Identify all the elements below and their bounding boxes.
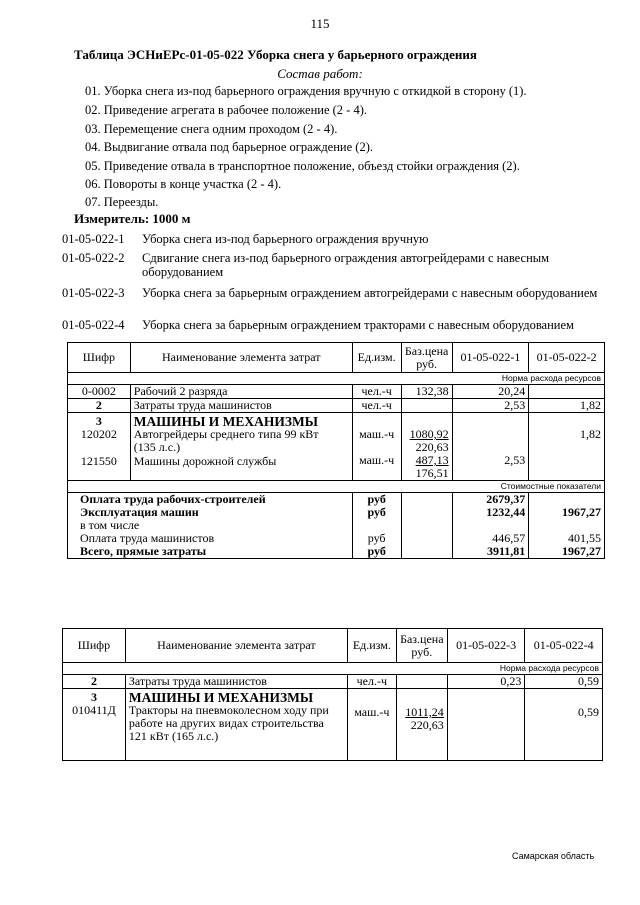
col-header-code: Шифр: [63, 629, 126, 663]
col-header-price: Баз.цена руб.: [396, 629, 447, 663]
norm-label: Норма расхода ресурсов: [68, 373, 605, 385]
machine-code: 121550: [80, 454, 117, 468]
cell-price: [396, 675, 447, 689]
cell-c1: [452, 413, 529, 481]
footer-region: Самарская область: [512, 851, 595, 861]
summary-c2: 401,55: [529, 532, 605, 545]
summary-c2: 1967,27: [529, 506, 605, 519]
cell-name: [125, 689, 347, 761]
work-item: 02. Приведение агрегата в рабочее положение (2 - 4).: [85, 103, 368, 117]
norm-label: Норма расхода ресурсов: [63, 663, 603, 675]
resource-table-1: [67, 342, 605, 559]
summary-unit: руб: [352, 506, 401, 519]
col-header-c1: 01-05-022-3: [447, 629, 525, 663]
cell-price: 132,38: [401, 385, 452, 399]
code-desc: Уборка снега за барьерным ограждением автогрейдерами с навесным оборудованием: [142, 286, 598, 300]
summary-c1: 446,57: [452, 532, 529, 545]
group-name: МАШИНЫ И МЕХАНИЗМЫ: [133, 414, 318, 429]
summary-unit: руб: [352, 493, 401, 507]
col-header-unit: Ед.изм.: [347, 629, 396, 663]
cell-c1: 2,53: [452, 399, 529, 413]
cell-name: Затраты труда машинистов: [130, 399, 352, 413]
col-header-unit: Ед.изм.: [352, 343, 401, 373]
summary-unit: руб: [352, 545, 401, 559]
work-item: 07. Переезды.: [85, 195, 159, 209]
machine-code: 120202: [80, 427, 117, 441]
summary-row: [68, 493, 605, 507]
cell-c2: [525, 689, 603, 761]
col-header-c2: 01-05-022-4: [525, 629, 603, 663]
summary-c1: 1232,44: [452, 506, 529, 519]
group-name: МАШИНЫ И МЕХАНИЗМЫ: [128, 690, 314, 705]
works-subtitle: Состав работ:: [277, 66, 363, 81]
work-item: 03. Перемещение снега одним проходом (2 - 4).: [85, 122, 338, 136]
summary-row: [68, 545, 605, 559]
table-title: Таблица ЭСНиЕРс-01-05-022 Уборка снега у барьерного ограждения: [74, 47, 477, 62]
work-item: 01. Уборка снега из-под барьерного ограждения вручную с откидкой в сторону (1).: [85, 84, 527, 98]
table-row: [63, 675, 603, 689]
summary-unit: руб: [352, 532, 401, 545]
cell-price: [401, 519, 452, 532]
summary-name: Оплата труда рабочих-строителей: [68, 493, 353, 507]
cell-price: [396, 689, 447, 761]
cell-price: [401, 493, 452, 507]
work-item: 05. Приведение отвала в транспортное положение, объезд стойки ограждения (2).: [85, 159, 520, 173]
summary-name: Оплата труда машинистов: [68, 532, 353, 545]
cell-name: Затраты труда машинистов: [125, 675, 347, 689]
work-item: 04. Выдвигание отвала под барьерное ограждение (2).: [85, 140, 373, 154]
cell-price: [401, 413, 452, 481]
cell-c2: 1,82: [529, 399, 605, 413]
cell-unit: чел.-ч: [347, 675, 396, 689]
code-id: 01-05-022-1: [62, 232, 125, 246]
machine-unit: маш.-ч: [359, 453, 395, 467]
table-row: [63, 689, 603, 761]
machine-unit: маш.-ч: [359, 427, 395, 441]
value: 0,59: [578, 705, 599, 719]
cell-c1: 20,24: [452, 385, 529, 399]
col-header-price: Баз.цена руб.: [401, 343, 452, 373]
col-header-name: Наименование элемента затрат: [130, 343, 352, 373]
measure-unit: Измеритель: 1000 м: [74, 211, 191, 226]
cell-unit: чел.-ч: [352, 385, 401, 399]
col-header-c1: 01-05-022-1: [452, 343, 529, 373]
machine-unit: маш.-ч: [354, 705, 390, 719]
page-number: 115: [310, 16, 330, 31]
cell-code: 2: [63, 675, 126, 689]
cell-price: [401, 545, 452, 559]
price-main: 1011,24: [405, 705, 444, 719]
cell-unit: [347, 689, 396, 761]
cell-c2: [529, 413, 605, 481]
summary-name: Всего, прямые затраты: [68, 545, 353, 559]
col-header-name: Наименование элемента затрат: [125, 629, 347, 663]
summary-c1: 3911,81: [452, 545, 529, 559]
code-desc: Сдвигание снега из-под барьерного ограждения автогрейдерами с навесным оборудованием: [142, 251, 550, 279]
machine-name: Автогрейдеры среднего типа 99 кВт (135 л.с.): [133, 427, 319, 454]
group-code: 3: [95, 414, 102, 428]
col-header-code: Шифр: [68, 343, 131, 373]
summary-c1: 2679,37: [452, 493, 529, 507]
code-desc: Уборка снега за барьерным ограждением тракторами с навесным оборудованием: [142, 318, 574, 332]
cost-label: Стоимостные показатели: [68, 481, 605, 493]
summary-name: в том числе: [68, 519, 353, 532]
cell-c2: 0,59: [525, 675, 603, 689]
cell-code: [68, 413, 131, 481]
cell-c1: 0,23: [447, 675, 525, 689]
table-row: [68, 413, 605, 481]
price-wage: 176,51: [415, 466, 449, 480]
value: 2,53: [504, 453, 526, 467]
table-row: [68, 385, 605, 399]
machine-code: 010411Д: [72, 703, 116, 717]
cell-code: 0-0002: [68, 385, 131, 399]
price-main: 1080,92: [409, 427, 449, 441]
code-id: 01-05-022-2: [62, 251, 125, 265]
summary-c2: [529, 493, 605, 507]
cell-code: 2: [68, 399, 131, 413]
value: 1,82: [580, 427, 601, 441]
summary-c2: 1967,27: [529, 545, 605, 559]
col-header-c2: 01-05-022-2: [529, 343, 605, 373]
cell-name: [130, 413, 352, 481]
price-wage: 220,63: [410, 718, 444, 732]
cell-code: [63, 689, 126, 761]
code-desc: Уборка снега из-под барьерного ограждения вручную: [142, 232, 429, 246]
price-wage: 220,63: [415, 440, 449, 454]
cell-price: [401, 506, 452, 519]
work-item: 06. Повороты в конце участка (2 - 4).: [85, 177, 282, 191]
machine-name: Машины дорожной службы: [133, 454, 277, 468]
price-main: 487,13: [415, 453, 449, 467]
table-row: [68, 399, 605, 413]
machine-name: Тракторы на пневмоколесном ходу при работе на других видах строительства 121 кВт (165 л.с.): [128, 703, 329, 743]
cell-unit: чел.-ч: [352, 399, 401, 413]
cell-c1: [447, 689, 525, 761]
code-id: 01-05-022-3: [62, 286, 125, 300]
group-code: 3: [90, 690, 97, 704]
summary-name: Эксплуатация машин: [68, 506, 353, 519]
cell-price: [401, 399, 452, 413]
resource-table-2: [62, 628, 603, 761]
summary-row: [68, 506, 605, 519]
cell-name: Рабочий 2 разряда: [130, 385, 352, 399]
cell-price: [401, 532, 452, 545]
cell-unit: [352, 413, 401, 481]
cell-c2: [529, 385, 605, 399]
code-id: 01-05-022-4: [62, 318, 125, 332]
